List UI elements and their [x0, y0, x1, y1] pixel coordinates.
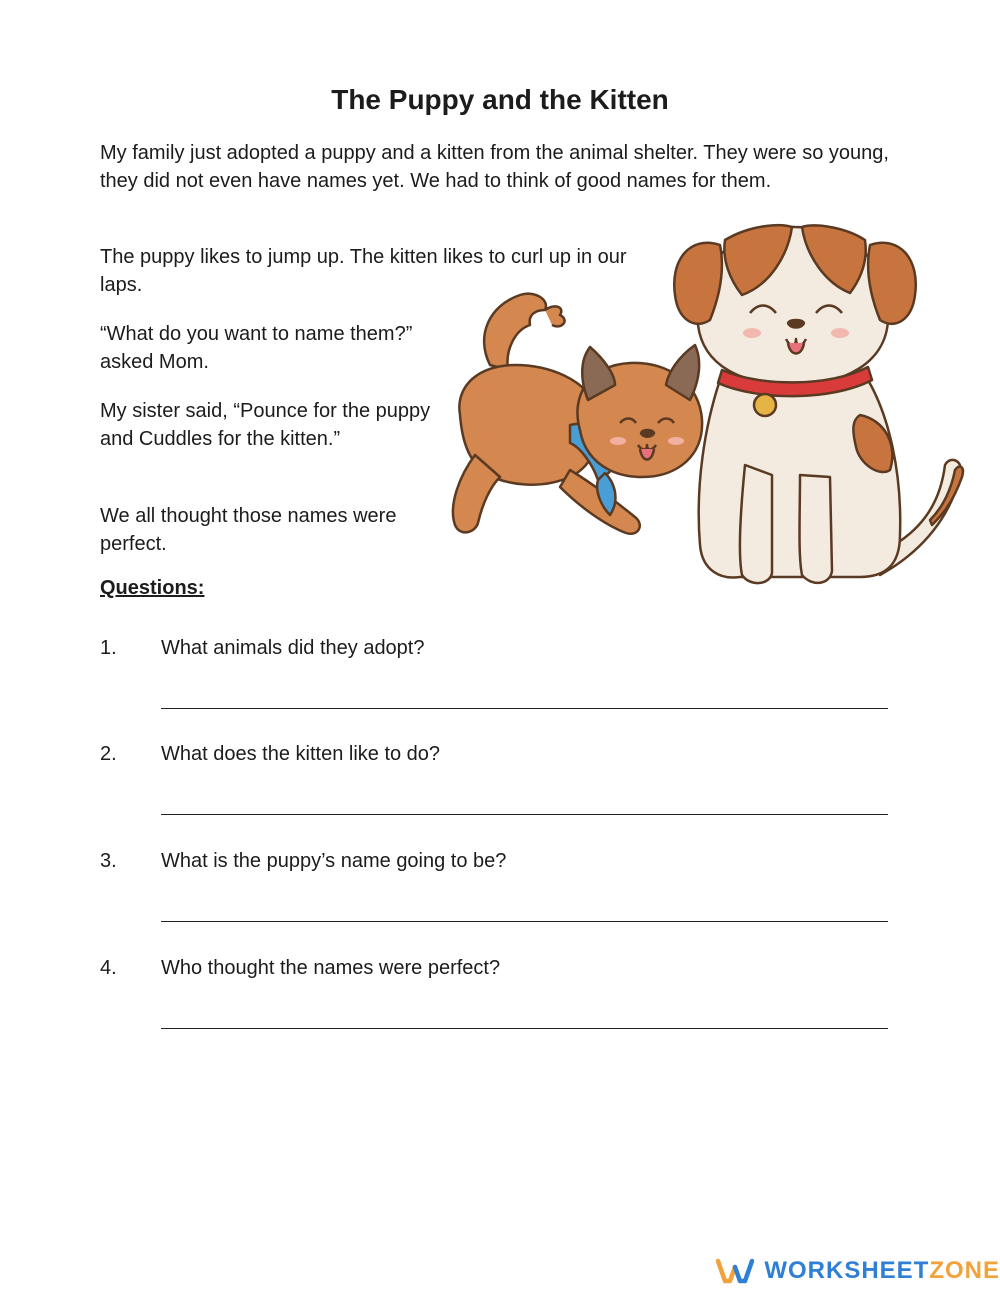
question-text: What is the puppy’s name going to be?: [161, 850, 507, 872]
brand-name-part: WORKSHEET: [764, 1257, 930, 1284]
story-paragraph: The puppy likes to jump up. The kitten likes to curl up in our laps.: [100, 246, 627, 296]
question-number: 2.: [100, 743, 117, 765]
question-number: 3.: [100, 850, 117, 872]
questions-heading: Questions:: [100, 577, 205, 599]
question-text: What does the kitten like to do?: [161, 743, 441, 765]
brand-footer: [716, 1256, 1000, 1286]
question-text: What animals did they adopt?: [161, 637, 425, 659]
worksheetzone-logo-icon: [716, 1258, 754, 1284]
pup-figure: [453, 294, 702, 534]
page-title: The Puppy and the Kitten: [331, 84, 669, 115]
story-paragraph: We all thought those names were perfect.: [100, 505, 397, 555]
question-number: 4.: [100, 957, 117, 979]
question-text: Who thought the names were perfect?: [161, 957, 501, 979]
answer-line[interactable]: [161, 921, 888, 922]
puppy-and-kitten-illustration: [420, 215, 965, 600]
story-paragraph: My sister said, “Pounce for the puppy and Cuddles for the kitten.”: [100, 400, 431, 450]
answer-line[interactable]: [161, 814, 888, 815]
question-number: 1.: [100, 637, 117, 659]
brand-name: [764, 1257, 1000, 1285]
story-paragraph: My family just adopted a puppy and a kitten from the animal shelter. They were so young, they did not even have names yet. We had to think of good names for them.: [100, 142, 889, 192]
dog-figure: [674, 225, 963, 583]
story-paragraph: “What do you want to name them?” asked Mom.: [100, 323, 413, 373]
answer-line[interactable]: [161, 708, 888, 709]
answer-line[interactable]: [161, 1028, 888, 1029]
brand-name-part: ZONE: [929, 1257, 1000, 1284]
